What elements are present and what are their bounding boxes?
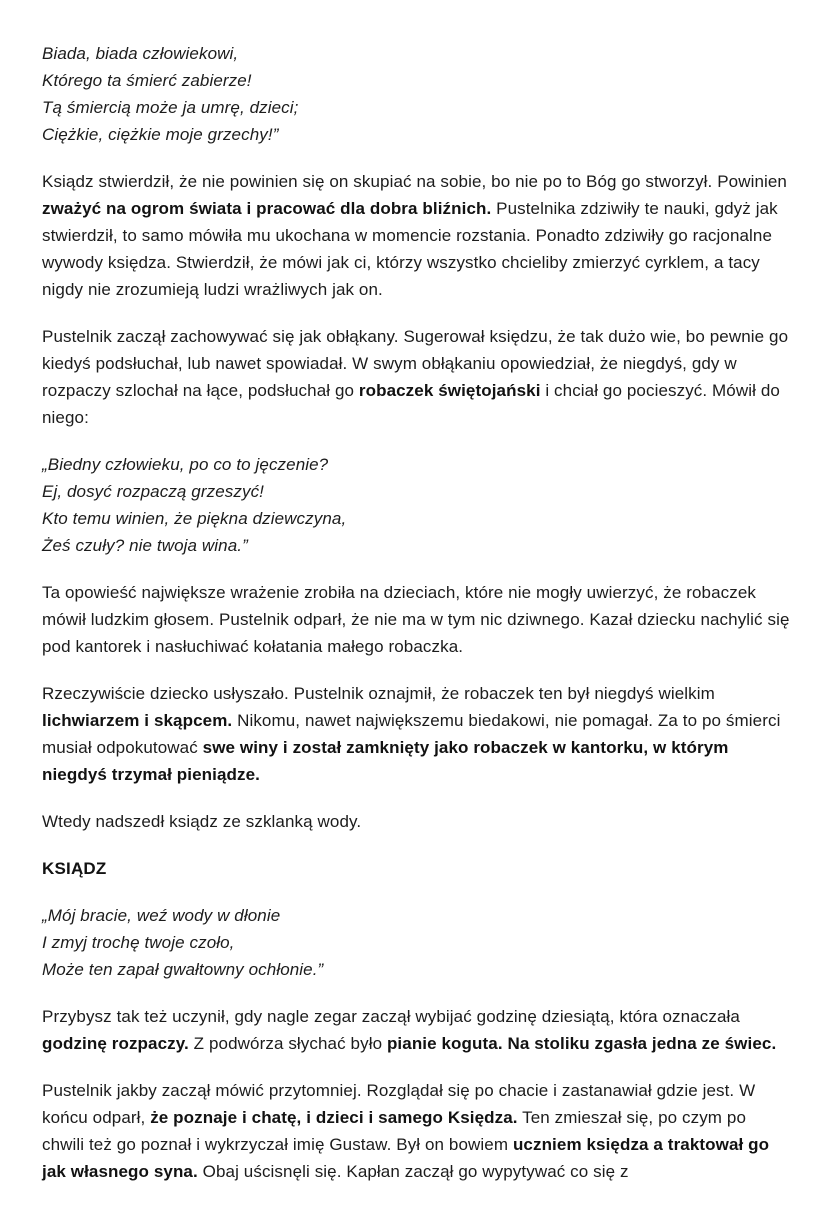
paragraph xyxy=(42,323,792,431)
bold-text-run: że poznaje i chatę, i dzieci i samego Księdza. xyxy=(150,1108,518,1127)
text-run: Nikomu, nawet największemu biedakowi, nie pomagał. Za to po śmierci musiał odpokutować xyxy=(42,711,781,757)
text-run: Przybysz tak też uczynił, gdy nagle zegar zaczął wybijać godzinę dziesiątą, która oznaczała xyxy=(42,1007,740,1026)
paragraph xyxy=(42,579,792,660)
verse-block xyxy=(42,902,792,983)
text-run: Ten zmieszał się, po czym po chwili też go poznał i wykrzyczał imię Gustaw. Był on bowiem xyxy=(42,1108,746,1154)
bold-text-run: zważyć na ogrom świata i pracować dla dobra bliźnich. xyxy=(42,199,492,218)
text-run: Ksiądz stwierdził, że nie powinien się on skupiać na sobie, bo nie po to Bóg go stworzył. Powinien xyxy=(42,172,787,191)
verse-line: Żeś czuły? nie twoja wina.” xyxy=(42,536,248,555)
verse-line: „Biedny człowieku, po co to jęczenie? xyxy=(42,455,329,474)
text-run: Ta opowieść największe wrażenie zrobiła na dzieciach, które nie mogły uwierzyć, że robaczek mówił ludzkim głosem. Pustelnik odparł, że nie ma w tym nic dziwnego. Kazał dziecku nachylić się pod kantorek i nasłuchiwać kołatania małego robaczka. xyxy=(42,583,790,656)
verse-block xyxy=(42,40,792,148)
text-run: Rzeczywiście dziecko usłyszało. Pustelnik oznajmił, że robaczek ten był niegdyś wielkim xyxy=(42,684,715,703)
verse-line: Tą śmiercią może ja umrę, dzieci; xyxy=(42,98,299,117)
verse-line: Może ten zapał gwałtowny ochłonie.” xyxy=(42,960,324,979)
verse-line: Ej, dosyć rozpaczą grzeszyć! xyxy=(42,482,264,501)
verse-line: „Mój bracie, weź wody w dłonie xyxy=(42,906,281,925)
verse-line: Biada, biada człowiekowi, xyxy=(42,44,239,63)
paragraph xyxy=(42,168,792,303)
text-run: Wtedy nadszedł ksiądz ze szklanką wody. xyxy=(42,812,362,831)
paragraph xyxy=(42,808,792,835)
document-body xyxy=(42,40,792,1185)
text-run: Pustelnik jakby zaczął mówić przytomniej. Rozglądał się po chacie i zastanawiał gdzie jest. W końcu odparł, xyxy=(42,1081,756,1127)
bold-text-run: uczniem księdza a traktował go jak własnego syna. xyxy=(42,1135,770,1181)
section-heading: KSIĄDZ xyxy=(42,859,107,878)
bold-text-run: pianie koguta. Na stoliku zgasła jedna ze świec. xyxy=(386,1034,777,1053)
paragraph xyxy=(42,1003,792,1057)
bold-text-run: lichwiarzem i skąpcem. xyxy=(42,711,233,730)
bold-text-run: swe winy i został zamknięty jako robaczek w kantorku, w którym niegdyś trzymał pieniądze. xyxy=(42,738,729,784)
text-run: Obaj uścisnęli się. Kapłan zaczął go wypytywać co się z xyxy=(197,1162,629,1181)
verse-block xyxy=(42,451,792,559)
text-run: Pustelnik zaczął zachowywać się jak obłąkany. Sugerował księdzu, że tak dużo wie, bo pewnie go kiedyś podsłuchał, lub nawet spowiadał. W swym obłąkaniu opowiedział, że niegdyś, gdy w rozpaczy szlochał na łące, podsłuchał go xyxy=(42,327,789,400)
text-run: i chciał go pocieszyć. Mówił do niego: xyxy=(42,381,780,427)
verse-line: Kto temu winien, że piękna dziewczyna, xyxy=(42,509,347,528)
bold-text-run: godzinę rozpaczy. xyxy=(42,1034,189,1053)
verse-line: Ciężkie, ciężkie moje grzechy!” xyxy=(42,125,279,144)
verse-line: I zmyj trochę twoje czoło, xyxy=(42,933,235,952)
paragraph xyxy=(42,1077,792,1185)
verse-line: Którego ta śmierć zabierze! xyxy=(42,71,252,90)
bold-text-run: robaczek świętojański xyxy=(358,381,541,400)
text-run: Pustelnika zdziwiły te nauki, gdyż jak stwierdził, to samo mówiła mu ukochana w momencie rozstania. Ponadto zdziwiły go racjonalne wywody księdza. Stwierdził, że mówi jak ci, którzy wszystko chcieliby zmierzyć cyrklem, a tacy nigdy nie zrozumieją ludzi wrażliwych jak on. xyxy=(42,199,778,299)
paragraph xyxy=(42,680,792,788)
text-run: Z podwórza słychać było xyxy=(188,1034,387,1053)
